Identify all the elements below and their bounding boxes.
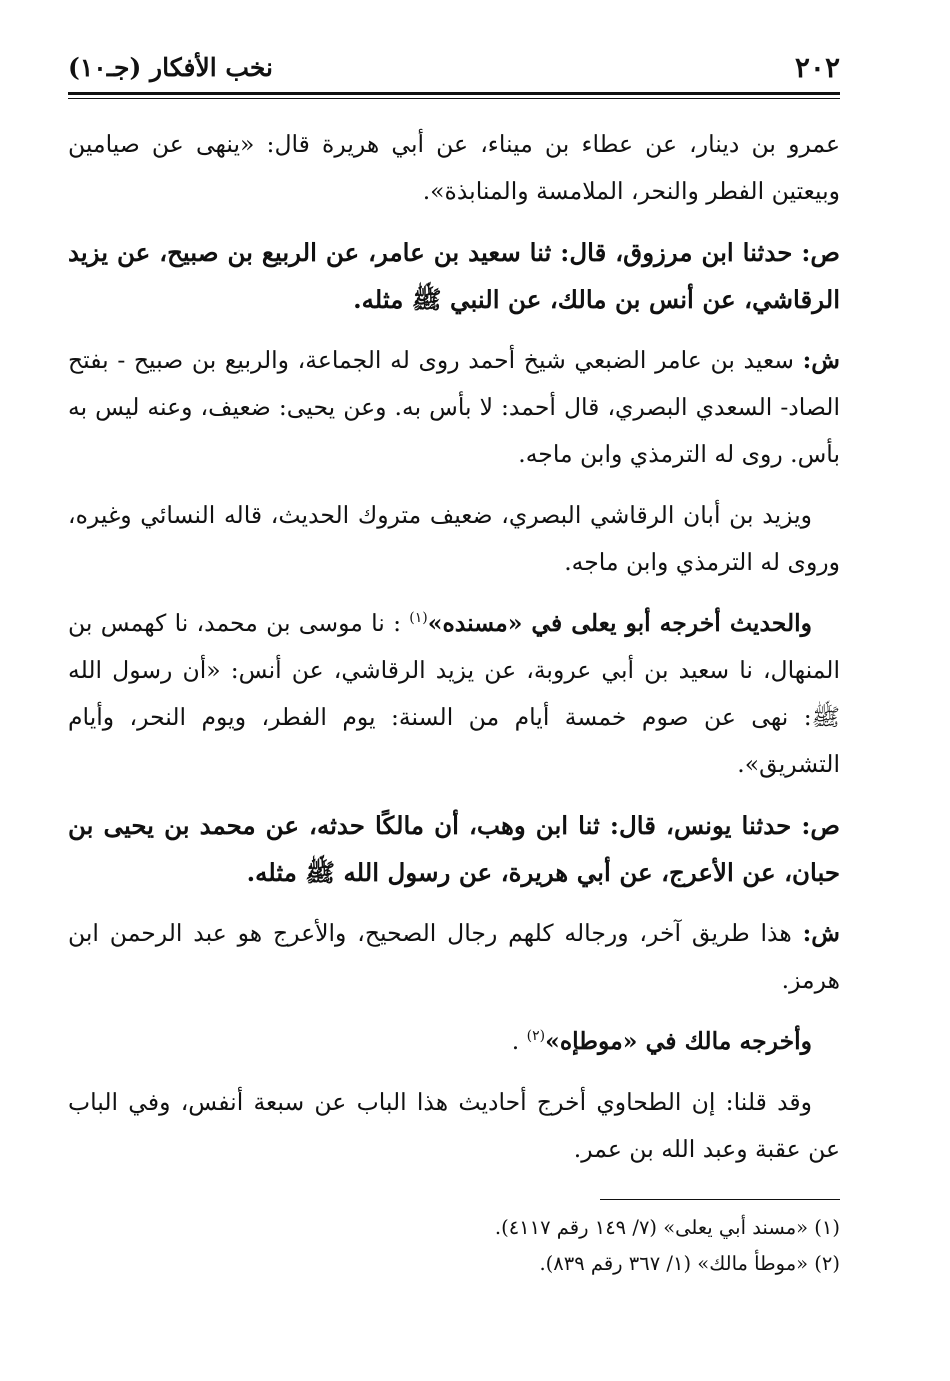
paragraph-6-matn xyxy=(68,802,840,896)
paragraph-lead: والحديث أخرجه أبو يعلى في «مسنده» xyxy=(427,609,812,637)
header-rule-thin xyxy=(68,98,840,99)
paragraph-text: حدثنا يونس، قال: ثنا ابن وهب، أن مالكًا حدثه، عن محمد بن يحيى بن حبان، عن الأعرج، عن أبي هريرة، عن رسول الله ﷺ مثله. xyxy=(68,811,840,887)
page-body xyxy=(68,121,840,1173)
paragraph-text: . xyxy=(511,1027,520,1055)
paragraph-lead: ش: xyxy=(802,346,840,374)
paragraph-lead: ص: xyxy=(801,238,841,267)
paragraph-5 xyxy=(68,600,840,788)
paragraph-lead: ص: xyxy=(801,811,840,840)
paragraph-3-sharh xyxy=(68,337,840,478)
footnote-ref-2[interactable]: (٢) xyxy=(526,1028,546,1045)
paragraph-text: هذا طريق آخر، ورجاله كلهم رجال الصحيح، والأعرج هو عبد الرحمن ابن هرمز. xyxy=(68,919,840,994)
header-rule-thick xyxy=(68,92,840,95)
paragraph-text: وقد قلنا: إن الطحاوي أخرج أحاديث هذا الباب عن سبعة أنفس، وفي الباب عن عقبة وعبد الله بن عمر. xyxy=(68,1088,840,1163)
paragraph-text: ويزيد بن أبان الرقاشي البصري، ضعيف متروك الحديث، قاله النسائي وغيره، وروى له الترمذي وابن ماجه. xyxy=(68,501,840,576)
paragraph-4 xyxy=(68,492,840,586)
paragraph-8 xyxy=(68,1018,840,1065)
paragraph-1 xyxy=(68,121,840,215)
paragraph-text: حدثنا ابن مرزوق، قال: ثنا سعيد بن عامر، عن الربيع بن صبيح، عن يزيد الرقاشي، عن أنس بن مالك، عن النبي ﷺ مثله. xyxy=(68,238,840,314)
paragraph-lead: وأخرجه مالك في «موطإه» xyxy=(545,1027,812,1055)
book-page xyxy=(68,48,840,1348)
footnote-2: (٢) «موطأ مالك» (١/ ٣٦٧ رقم ٨٣٩). xyxy=(539,1252,840,1275)
paragraph-text: عمرو بن دينار، عن عطاء بن ميناء، عن أبي هريرة قال: «ينهى عن صيامين وبيعتين الفطر والنحر، الملامسة والمنابذة». xyxy=(68,130,840,205)
book-title: نخب الأفكار (جـ١٠) xyxy=(68,53,274,82)
paragraph-9 xyxy=(68,1079,840,1173)
page-header xyxy=(68,48,840,88)
page-number: ٢٠٢ xyxy=(794,51,840,84)
paragraph-text: : نا موسى بن محمد، نا كهمس بن المنهال، نا سعيد بن أبي عروبة، عن يزيد الرقاشي، عن أنس: «أن رسول الله ﷺ: نهى عن صوم خمسة أيام من السنة: يوم الفطر، ويوم النحر، وأيام التشريق». xyxy=(68,609,840,778)
footnote-1: (١) «مسند أبي يعلى» (٧/ ١٤٩ رقم ٤١١٧). xyxy=(494,1216,840,1239)
footnote-ref-1[interactable]: (١) xyxy=(409,610,428,627)
footnotes xyxy=(68,1210,840,1282)
paragraph-2-matn xyxy=(68,229,840,323)
paragraph-text: سعيد بن عامر الضبعي شيخ أحمد روى له الجماعة، والربيع بن صبيح - بفتح الصاد- السعدي البصري، قال أحمد: لا بأس به. وعن يحيى: ضعيف، وعنه ليس به بأس. روى له الترمذي وابن ماجه. xyxy=(68,346,840,468)
paragraph-7-sharh xyxy=(68,910,840,1004)
footnote-separator xyxy=(600,1199,840,1200)
paragraph-lead: ش: xyxy=(802,919,840,947)
